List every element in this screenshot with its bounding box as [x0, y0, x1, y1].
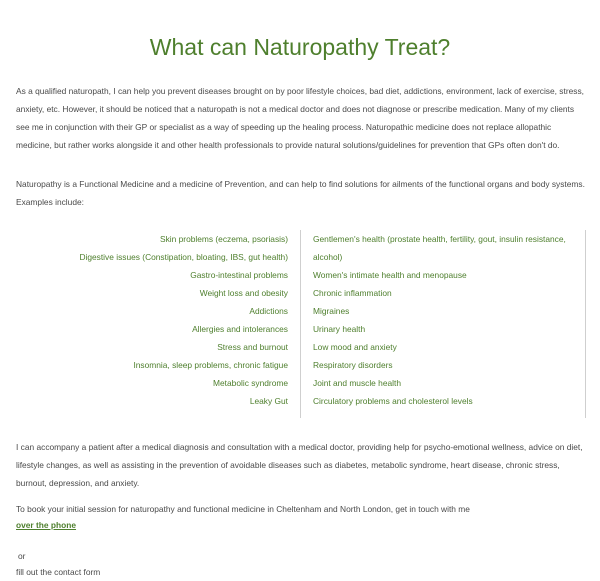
booking-paragraph: To book your initial session for naturopathy and functional medicine in Cheltenham and North London, get in touch with me — [16, 504, 470, 514]
condition-item: Low mood and anxiety — [313, 342, 397, 352]
condition-item: Respiratory disorders — [313, 360, 393, 370]
condition-item: Addictions — [249, 306, 288, 316]
or-text: or — [18, 551, 26, 561]
condition-item: Weight loss and obesity — [199, 288, 288, 298]
conditions-left-column — [16, 230, 301, 418]
contact-form-text: fill out the contact form — [16, 567, 101, 577]
intro-paragraph: As a qualified naturopath, I can help you prevent diseases brought on by poor lifestyle choices, bad diet, addictions, environment, lack of exercise, stress, anxiety, etc. However, it should be noticed that a naturopath is not a medical doctor and does not diagnose or prescribe medication. Many of my clients see me in conjunction with their GP or specialist as a way of speeding up the healing process. Naturopathic medicine does not replace allopathic medicine, but rather works alongside it and other health professionals to provide natural solutions/guidelines for prevention that GPs often don't do. — [16, 86, 584, 150]
accompany-paragraph: I can accompany a patient after a medical diagnosis and consultation with a medical doctor, providing help for psycho-emotional wellness, advice on diet, lifestyle changes, as well as assisting in the prevention of avoidable diseases such as diabetes, metabolic syndrome, heart disease, chronic stress, burnout, depression, and anxiety. — [16, 442, 583, 488]
conditions-table — [16, 230, 586, 418]
condition-item: Chronic inflammation — [313, 288, 392, 298]
page-title: What can Naturopathy Treat? — [149, 34, 451, 60]
condition-item: Insomnia, sleep problems, chronic fatigue — [133, 360, 288, 370]
condition-item: Gastro-intestinal problems — [190, 270, 288, 280]
phone-link[interactable]: over the phone — [16, 520, 77, 530]
condition-item: Leaky Gut — [249, 396, 288, 406]
functional-medicine-paragraph: Naturopathy is a Functional Medicine and a medicine of Prevention, and can help to find solutions for ailments of the functional organs and body systems. Examples include: — [16, 179, 585, 207]
condition-item: Allergies and intolerances — [192, 324, 288, 334]
condition-item: Digestive issues (Constipation, bloating, IBS, gut health) — [79, 252, 288, 262]
condition-item: Skin problems (eczema, psoriasis) — [160, 234, 288, 244]
condition-item: Stress and burnout — [217, 342, 288, 352]
condition-item: Circulatory problems and cholesterol levels — [313, 396, 473, 406]
conditions-right-column — [301, 230, 586, 418]
condition-item: Migraines — [313, 306, 350, 316]
condition-item: Joint and muscle health — [313, 378, 401, 388]
condition-item: Metabolic syndrome — [213, 378, 288, 388]
condition-item: Women's intimate health and menopause — [313, 270, 467, 280]
condition-item: Gentlemen's health (prostate health, fertility, gout, insulin resistance, alcohol) — [313, 234, 566, 262]
condition-item: Urinary health — [313, 324, 366, 334]
